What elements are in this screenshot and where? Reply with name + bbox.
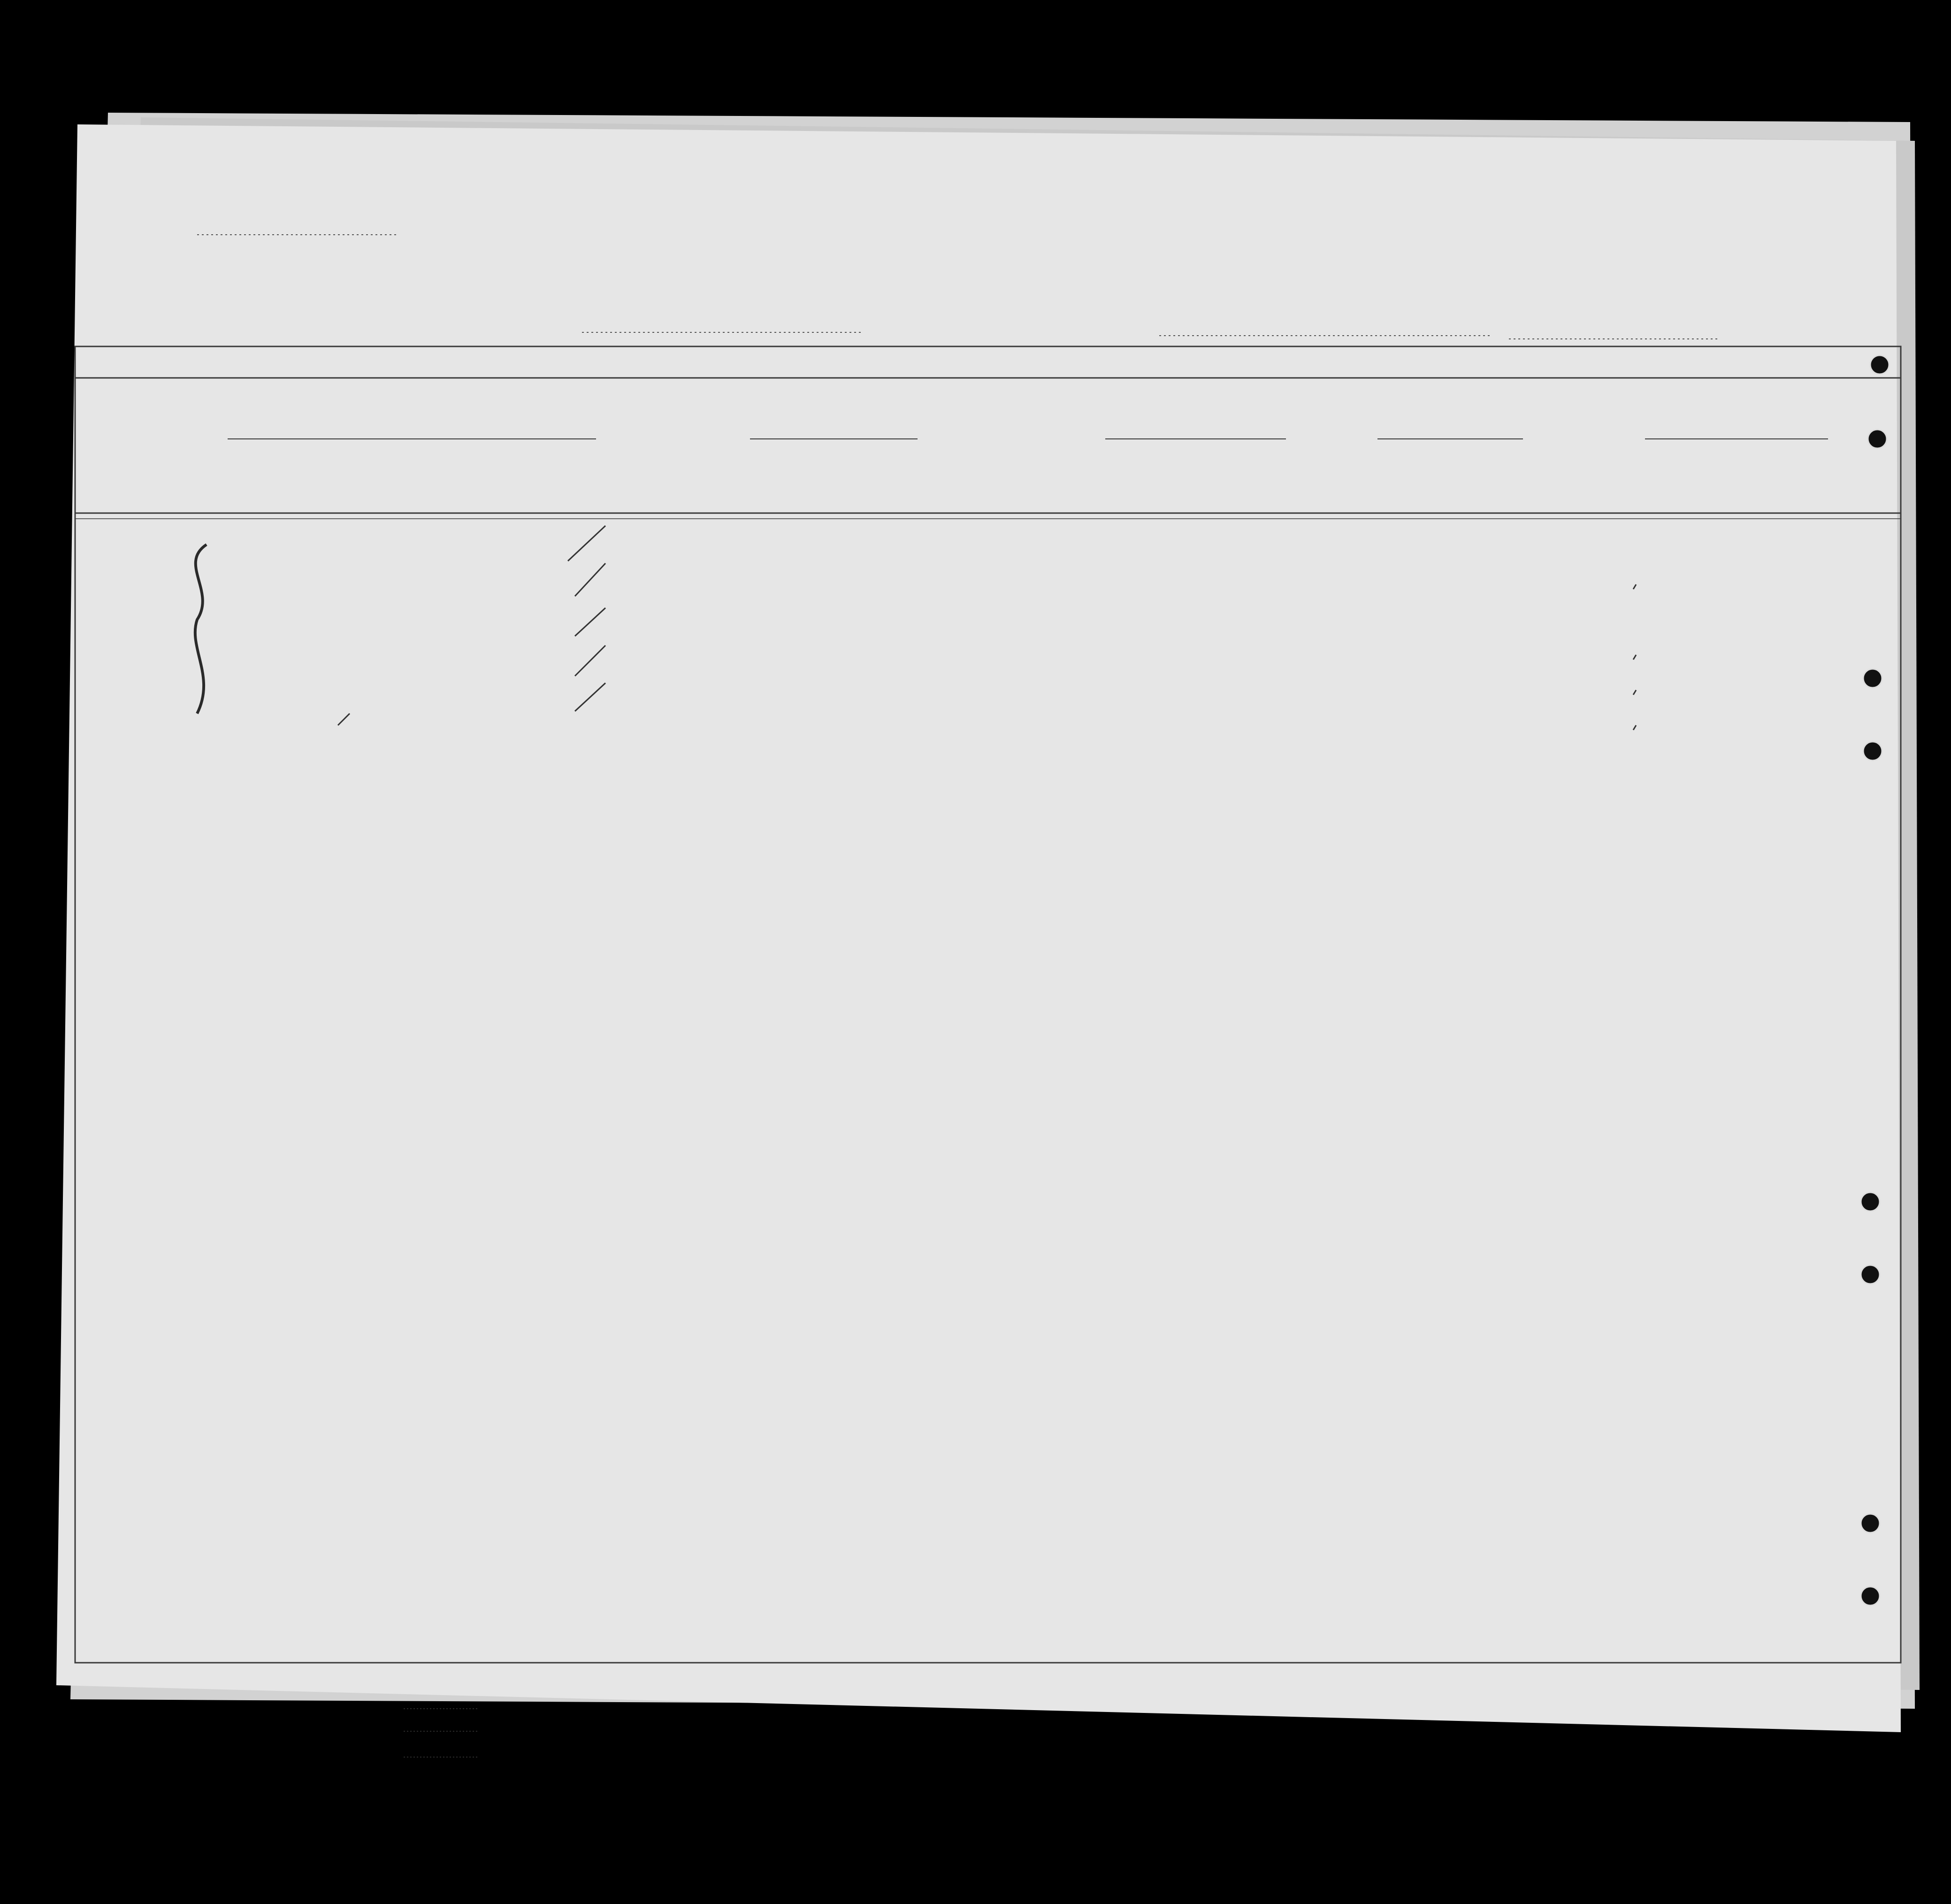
paper-sheet xyxy=(56,124,1901,1732)
binder-hole xyxy=(1861,1587,1880,1605)
binder-hole xyxy=(1861,1192,1880,1211)
binder-hole xyxy=(1861,1265,1880,1284)
binder-hole xyxy=(1870,355,1889,374)
binder-hole xyxy=(1861,1514,1880,1533)
binder-hole xyxy=(1863,669,1882,688)
binder-hole xyxy=(1868,430,1887,448)
footer xyxy=(404,1709,479,1757)
binder-hole xyxy=(1863,742,1882,760)
